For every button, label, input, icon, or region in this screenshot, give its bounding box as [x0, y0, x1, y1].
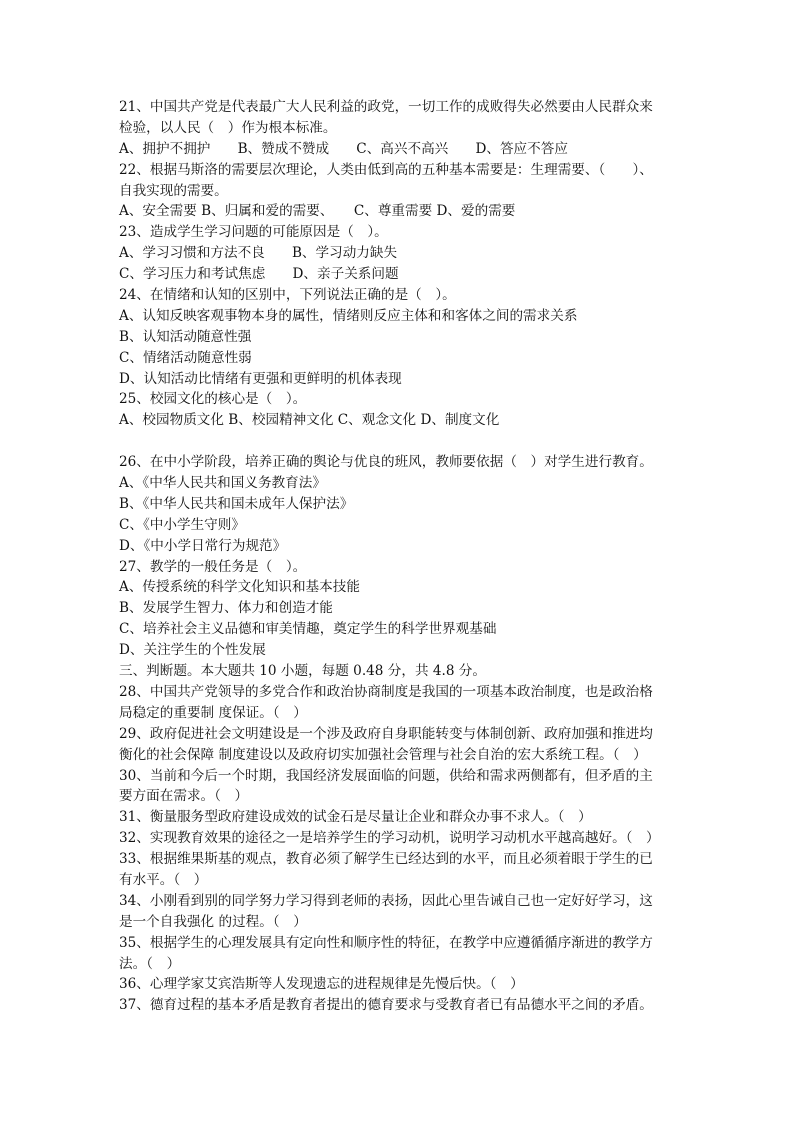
text-line: 要方面在需求。（ ） [119, 788, 249, 805]
document-page [119, 97, 679, 1016]
text-line: 29、政府促进社会文明建设是一个涉及政府自身职能转变与体制创新、政府加强和推进均 [119, 725, 653, 742]
text-line: A、学习习惯和方法不良 B、学习动力缺失 [119, 245, 398, 262]
text-line: 22、根据马斯洛的需要层次理论，人类由低到高的五种基本需要是：生理需要、（ ）、 [119, 161, 653, 178]
text-line: 24、在情绪和认知的区别中，下列说法正确的是（ ）。 [119, 287, 456, 304]
text-line: 21、中国共产党是代表最广大人民利益的政党，一切工作的成败得失必然要由人民群众来 [119, 99, 653, 115]
text-line: C、培养社会主义品德和审美情趣，奠定学生的科学世界观基础 [119, 621, 497, 638]
text-line: 有水平。（ ） [119, 871, 208, 888]
text-line: 是一个自我强化 的过程。（ ） [119, 913, 307, 930]
text-line: C、《中小学生守则》 [119, 516, 245, 533]
text-line: C、情绪活动随意性弱 [119, 349, 252, 366]
text-line: 检验，以人民（ ）作为根本标准。 [119, 119, 337, 136]
text-line: B、《中华人民共和国未成年人保护法》 [119, 495, 354, 512]
text-line: 30、当前和今后一个时期，我国经济发展面临的问题，供给和需求两侧都有，但矛盾的主 [119, 767, 653, 784]
text-line: 衡化的社会保障 制度建设以及政府切实加强社会管理与社会自治的宏大系统工程。（ ） [119, 746, 647, 763]
text-line: 局稳定的重要制 度保证。（ ） [119, 704, 307, 721]
text-line: A、传授系统的科学文化知识和基本技能 [119, 579, 360, 596]
text-line: D、认知活动比情绪有更强和更鲜明的机体表现 [119, 370, 402, 387]
text-line: A、认知反映客观事物本身的属性，情绪则反应主体和和客体之间的需求关系 [119, 307, 578, 324]
text-line: D、《中小学日常行为规范》 [119, 537, 287, 554]
text-line: 35、根据学生的心理发展具有定向性和顺序性的特征，在教学中应遵循循序渐进的教学方 [119, 934, 653, 951]
text-line: 法。（ ） [119, 955, 181, 972]
text-line: 32、实现教育效果的途径之一是培养学生的学习动机，说明学习动机水平越高越好。（ ） [119, 830, 660, 847]
text-line: C、学习压力和考试焦虑 D、亲子关系问题 [119, 266, 399, 283]
text-line: 自我实现的需要。 [119, 182, 228, 199]
text-line: B、发展学生智力、体力和创造才能 [119, 600, 333, 617]
text-line: 36、心理学家艾宾浩斯等人发现遗忘的进程规律是先慢后快。（ ） [119, 976, 524, 993]
text-line: D、关注学生的个性发展 [119, 642, 266, 659]
text-line: 27、教学的一般任务是（ ）。 [119, 558, 307, 575]
text-line: 25、校园文化的核心是（ ）。 [119, 391, 307, 408]
text-line: 37、德育过程的基本矛盾是教育者提出的德育要求与受教育者已有品德水平之间的矛盾。 [119, 997, 653, 1014]
text-line: 26、在中小学阶段，培养正确的舆论与优良的班风，教师要依据（ ）对学生进行教育。 [119, 454, 653, 471]
text-line: A、安全需要 B、归属和爱的需要、 C、尊重需要 D、爱的需要 [119, 203, 516, 220]
text-line: A、《中华人民共和国义务教育法》 [119, 475, 326, 492]
text-line: 28、中国共产党领导的多党合作和政治协商制度是我国的一项基本政治制度，也是政治格 [119, 683, 653, 700]
text-line: 33、根据维果斯基的观点，教育必须了解学生已经达到的水平，而且必须着眼于学生的已 [119, 851, 653, 868]
text-line: A、拥护不拥护 B、赞成不赞成 C、高兴不高兴 D、答应不答应 [119, 140, 568, 157]
text-line: A、校园物质文化 B、校园精神文化 C、观念文化 D、制度文化 [119, 412, 500, 429]
text-line: 三、判断题。本大题共 10 小题，每题 0.48 分，共 4.8 分。 [119, 663, 486, 680]
text-line: 31、衡量服务型政府建设成效的试金石是尽量让企业和群众办事不求人。（ ） [119, 809, 592, 826]
text-line: 23、造成学生学习问题的可能原因是（ ）。 [119, 224, 388, 241]
text-line: 34、小刚看到别的同学努力学习得到老师的表扬，因此心里告诫自己也一定好好学习，这 [119, 892, 653, 909]
blank-line [119, 431, 679, 452]
text-line: B、认知活动随意性强 [119, 328, 252, 345]
